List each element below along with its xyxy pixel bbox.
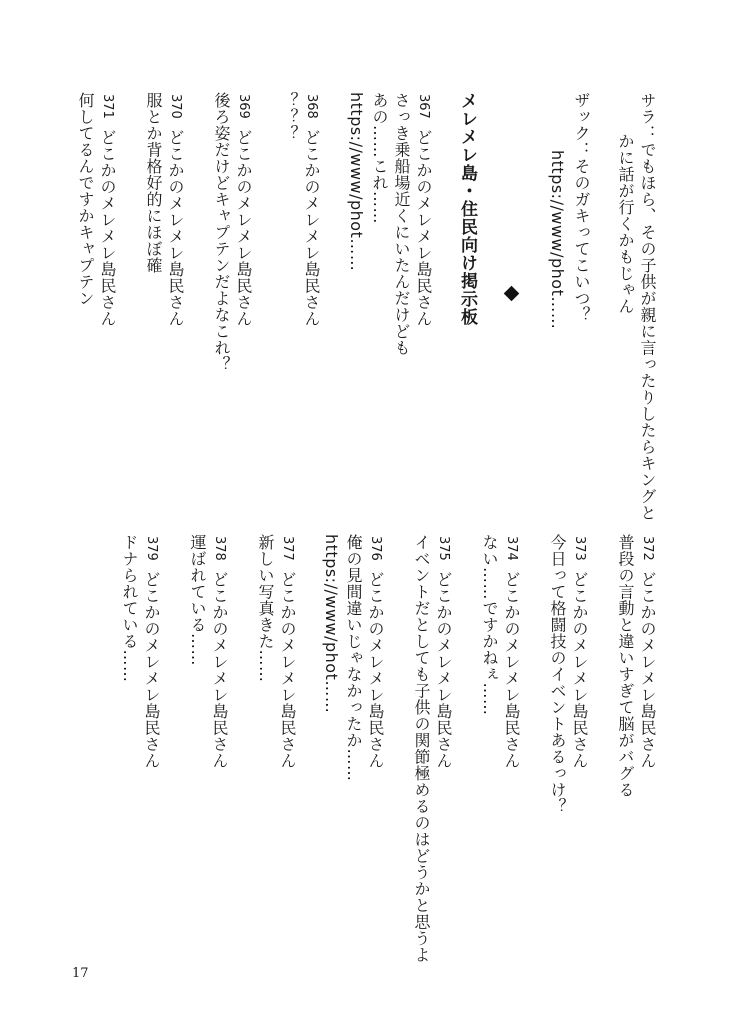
post-line: https://www/phot…… xyxy=(322,534,341,714)
post-header xyxy=(164,94,186,327)
section-diamond-icon xyxy=(504,286,520,302)
post-line: 今日って格闘技のイベントあるっけ？ xyxy=(548,534,567,815)
post-header xyxy=(568,536,590,769)
post-number: 372 xyxy=(640,536,655,561)
zack-line-1: ザック：そのガキってこいつ？ xyxy=(572,92,591,323)
post-header xyxy=(208,536,230,769)
post-number: 379 xyxy=(144,536,159,561)
post-header xyxy=(276,536,298,769)
post-name: どこかのメレメレ島民さん xyxy=(570,570,589,769)
post-name: どこかのメレメレ島民さん xyxy=(502,570,521,769)
post-name: どこかのメレメレ島民さん xyxy=(210,570,229,769)
post-number: 375 xyxy=(436,536,451,561)
post-number: 374 xyxy=(504,536,519,561)
post-header xyxy=(364,536,386,769)
post-name: どこかのメレメレ島民さん xyxy=(98,128,117,327)
post-header xyxy=(432,536,454,769)
post-line: 何してるんですかキャプテン xyxy=(76,92,95,307)
post-line: 俺の見間違いじゃなかったか…… xyxy=(344,534,363,782)
post-name: どこかのメレメレ島民さん xyxy=(278,570,297,769)
post-line: イベントだとしても子供の関節極めるのはどうかと思うよ xyxy=(412,534,431,963)
post-name: どこかのメレメレ島民さん xyxy=(142,570,161,769)
post-line: さっき乗船場近くにいたんだけども xyxy=(392,92,411,356)
zack-line-2: https://www/phot…… xyxy=(548,150,567,330)
post-name: どこかのメレメレ島民さん xyxy=(166,128,185,327)
post-line: ない……ですかねぇ…… xyxy=(480,534,499,716)
page-number: 17 xyxy=(72,966,89,981)
post-number: 373 xyxy=(572,536,587,561)
post-line: https://www/phot…… xyxy=(347,92,366,272)
post-header xyxy=(140,536,162,769)
post-line: 新しい写真きた…… xyxy=(256,534,275,683)
sara-line-1: サラ：でもほら、その子供が親に言ったりしたらキングと xyxy=(638,92,657,521)
post-number: 377 xyxy=(280,536,295,561)
post-header xyxy=(500,536,522,769)
post-line: 運ばれている…… xyxy=(188,534,207,666)
post-number: 370 xyxy=(168,94,183,119)
post-number: 376 xyxy=(368,536,383,561)
post-header xyxy=(96,94,118,327)
post-header xyxy=(232,94,254,327)
post-name: どこかのメレメレ島民さん xyxy=(434,570,453,769)
post-line: 普段の言動と違いすぎて脳がバグる xyxy=(616,534,635,798)
post-name: どこかのメレメレ島民さん xyxy=(414,128,433,327)
post-line: ？？？ xyxy=(280,92,299,142)
post-number: 378 xyxy=(212,536,227,561)
post-header xyxy=(636,536,658,769)
post-number: 369 xyxy=(236,94,251,119)
post-number: 368 xyxy=(304,94,319,119)
post-name: どこかのメレメレ島民さん xyxy=(234,128,253,327)
post-number: 367 xyxy=(416,94,431,119)
post-number: 371 xyxy=(100,94,115,119)
post-line: ドナられている…… xyxy=(120,534,139,683)
post-line: 後ろ姿だけどキャプテンだよなこれ？ xyxy=(212,92,231,373)
sara-line-2: かに話が行くかもじゃん xyxy=(616,133,635,315)
post-header xyxy=(412,94,434,327)
post-line: あの……これ…… xyxy=(370,92,389,224)
post-name: どこかのメレメレ島民さん xyxy=(366,570,385,769)
post-header xyxy=(300,94,322,327)
board-title: メレメレ島・住民向け掲示板 xyxy=(457,92,477,326)
post-name: どこかのメレメレ島民さん xyxy=(638,570,657,769)
post-name: どこかのメレメレ島民さん xyxy=(302,128,321,327)
post-line: 服とか背格好的にほぼ確 xyxy=(144,92,163,274)
